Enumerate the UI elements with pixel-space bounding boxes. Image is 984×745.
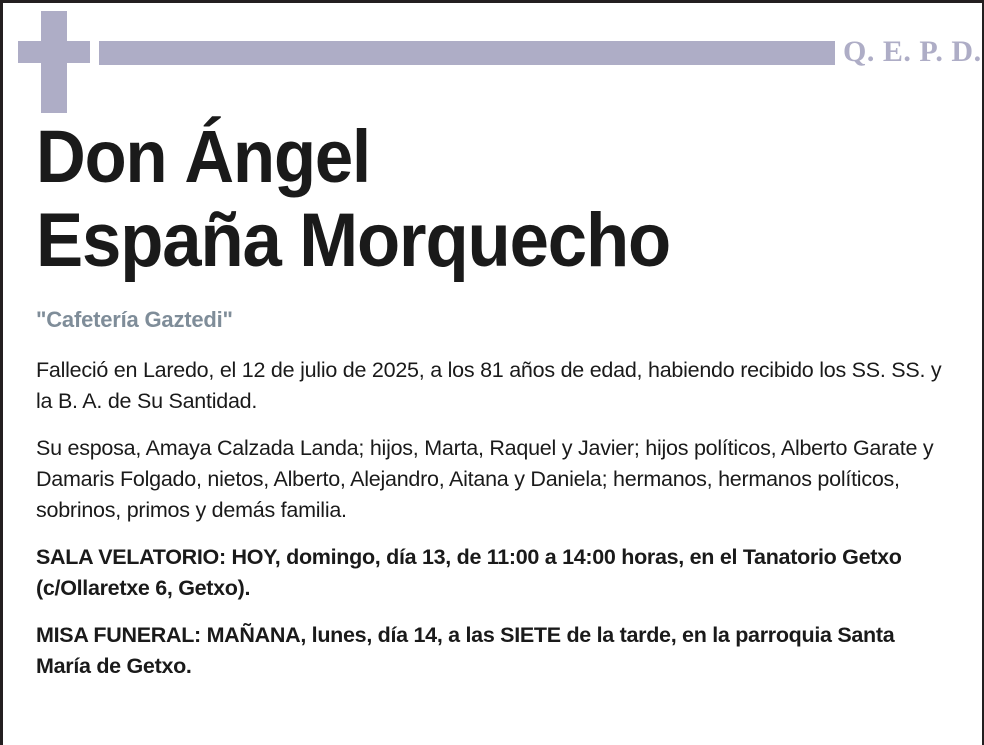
paragraph-family-survivors: Su esposa, Amaya Calzada Landa; hijos, Marta, Raquel y Javier; hijos políticos, Alberto Garate y Damaris Folgado, nietos, Alberto, Alejandro, Aitana y Daniela; hermanos, hermanos políticos, sobrinos, primos y demás familia. bbox=[36, 436, 934, 522]
qepd-label: Q. E. P. D. bbox=[843, 35, 982, 68]
notice-body bbox=[3, 355, 982, 682]
paragraph-wake-room: SALA VELATORIO: HOY, domingo, día 13, de 11:00 a 14:00 horas, en el Tanatorio Getxo (c/Ollaretxe 6, Getxo). bbox=[36, 545, 902, 600]
notice-header bbox=[3, 3, 982, 115]
deceased-name bbox=[3, 115, 982, 283]
paragraph-death-details: Falleció en Laredo, el 12 de julio de 2025, a los 81 años de edad, habiendo recibido los SS. SS. y la B. A. de Su Santidad. bbox=[36, 358, 942, 413]
latin-cross-icon bbox=[18, 11, 90, 113]
header-rule bbox=[99, 41, 835, 65]
deceased-name-line-1: Don Ángel bbox=[36, 115, 371, 198]
cross-horizontal-bar bbox=[18, 41, 90, 63]
paragraph-funeral-mass: MISA FUNERAL: MAÑANA, lunes, día 14, a las SIETE de la tarde, en la parroquia Santa María de Getxo. bbox=[36, 623, 895, 678]
deceased-subtitle: "Cafetería Gaztedi" bbox=[36, 307, 233, 332]
deceased-name-line-2: España Morquecho bbox=[36, 198, 671, 283]
